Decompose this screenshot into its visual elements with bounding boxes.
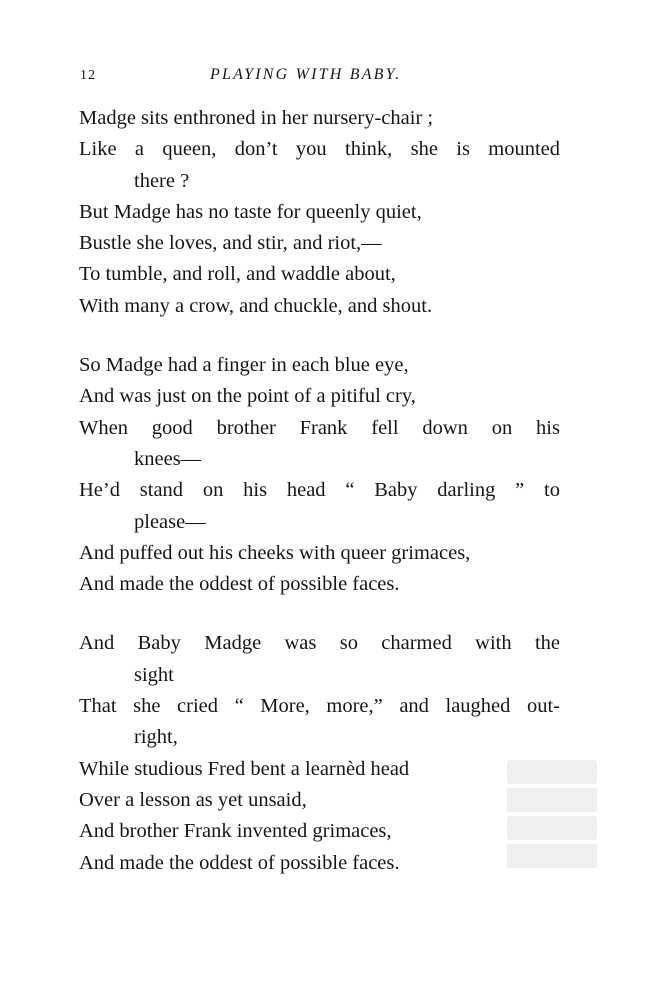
poem-line-continuation: sight [134,663,174,686]
stanza-1 [79,103,579,322]
poem-line: But Madge has no taste for queenly quiet, [79,200,422,223]
poem-line: He’d stand on his head “ Baby darling ” to [79,479,560,502]
poem-line: Over a lesson as yet unsaid, [79,788,307,811]
poem-line: When good brother Frank fell down on his [79,416,560,439]
running-title: PLAYING WITH BABY. [210,66,402,83]
poem [79,103,579,907]
poem-line-continuation: right, [134,726,178,749]
stanza-2 [79,350,579,600]
running-head [80,66,580,88]
page-number: 12 [80,68,96,83]
poem-line-continuation: knees— [134,447,202,470]
poem-line-continuation: there ? [134,169,190,192]
poem-line: And was just on the point of a pitiful cry, [79,385,416,408]
poem-line: And puffed out his cheeks with queer grimaces, [79,541,471,564]
poem-line-continuation: please— [134,510,206,533]
poem-line: And brother Frank invented grimaces, [79,820,392,843]
poem-line: That she cried “ More, more,” and laughed out- [79,695,560,718]
poem-line: And Baby Madge was so charmed with the [79,632,560,655]
poem-line: While studious Fred bent a learnèd head [79,757,410,780]
poem-line: So Madge had a finger in each blue eye, [79,354,409,377]
poem-line: With many a crow, and chuckle, and shout. [79,294,433,317]
poem-line: Madge sits enthroned in her nursery-chair ; [79,107,434,129]
poem-line: And made the oddest of possible faces. [79,851,400,874]
poem-line: Bustle she loves, and stir, and riot,— [79,232,382,255]
stanza-3 [79,628,579,878]
poem-line: Like a queen, don’t you think, she is mounted [79,138,560,161]
show-through-bleed [507,760,597,890]
poem-line: To tumble, and roll, and waddle about, [79,263,396,286]
poem-line: And made the oddest of possible faces. [79,573,400,596]
